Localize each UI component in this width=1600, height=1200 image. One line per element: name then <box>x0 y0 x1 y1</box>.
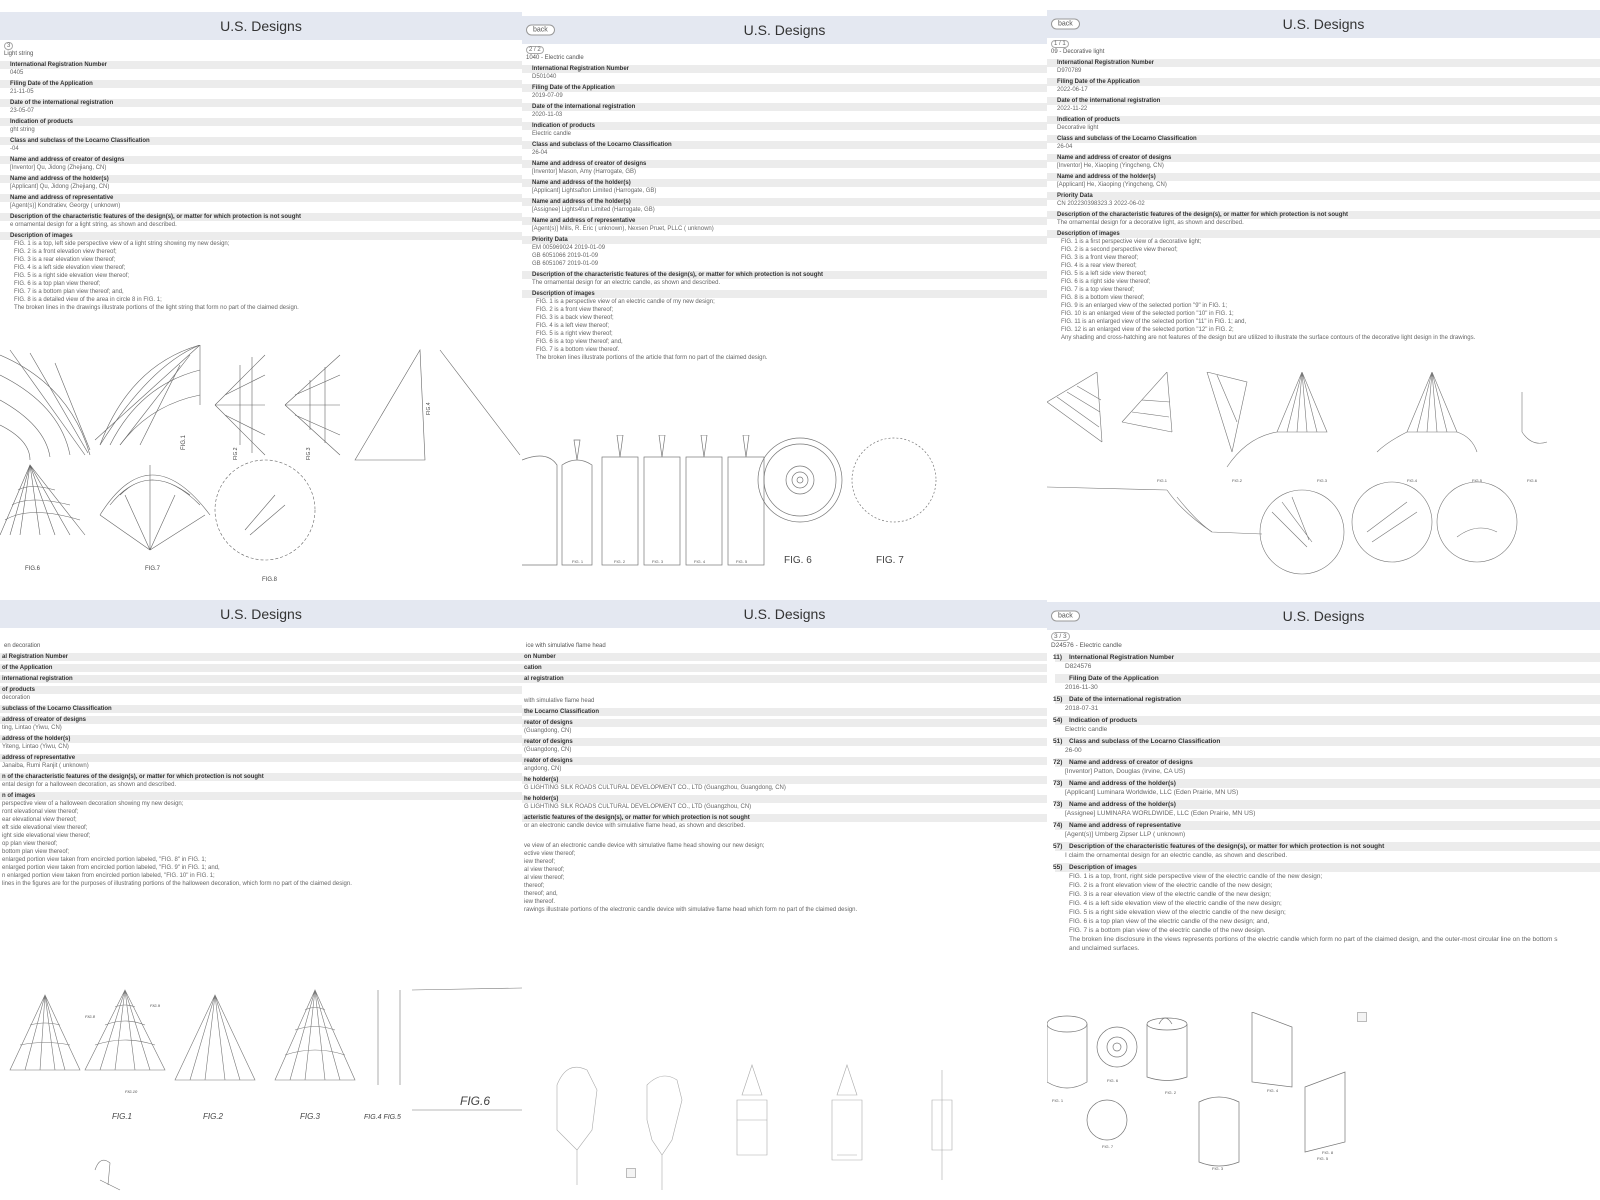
field-value: 2022-11-22 <box>1057 106 1088 112</box>
field-label: address of the holder(s) <box>0 735 522 743</box>
field-label: international registration <box>0 675 522 683</box>
field-value: 26-04 <box>532 150 548 156</box>
description-line: enlarged portion view taken from encircled portion labeled, "FIG. 9" in FIG. 1; and, <box>2 865 220 871</box>
description-line: FIG. 5 is a right side elevation view of the electric candle of the new design; <box>1069 909 1286 916</box>
field-value: I claim the ornamental design for an electric candle, as shown and described. <box>1065 852 1288 859</box>
field-value: 2018-07-31 <box>1065 705 1099 712</box>
field-value: D824576 <box>1065 663 1092 670</box>
field-value: D501040 <box>532 74 557 80</box>
field-list <box>522 65 1047 362</box>
field-label <box>1055 821 1600 830</box>
field-value: G LIGHTING SILK ROADS CULTURAL DEVELOPMENT CO., LTD (Guangzhou, Guangdong, CN) <box>524 785 786 791</box>
design-drawings <box>522 1060 1047 1200</box>
field-label-text: Class and subclass of the Locarno Classification <box>1069 738 1221 745</box>
broken-image-icon <box>1357 1012 1367 1022</box>
field-list <box>0 653 522 888</box>
field-label: address of representative <box>0 754 522 762</box>
fig-label: FIG. 7 <box>1102 1144 1114 1149</box>
field-value: Yiteng, Lintao (Yiwu, CN) <box>2 744 69 750</box>
description-line: FIG. 4 is a left side elevation view thereof; <box>14 265 126 271</box>
description-line: FIG. 7 is a top view thereof; <box>1061 287 1135 293</box>
record-details <box>522 642 1047 914</box>
field-label: he holder(s) <box>522 795 1047 803</box>
fig-label: FIG.2 <box>203 1112 224 1121</box>
description-line: op plan view thereof; <box>2 841 58 847</box>
field-label: International Registration Number <box>0 61 522 69</box>
field-label: Filing Date of the Application <box>522 84 1047 92</box>
field-value: ental design for a halloween decoration, as shown and described. <box>2 782 177 788</box>
field-code: 72) <box>1053 759 1063 766</box>
fig-label: FIG. 1 <box>1052 1098 1064 1103</box>
field-value: [Inventor] He, Xiaoping (Yingcheng, CN) <box>1057 163 1164 169</box>
fig-label: FIG. 2 <box>614 559 626 564</box>
field-list <box>1047 653 1600 953</box>
record-details <box>0 642 522 888</box>
field-value: e ornamental design for a light string, as shown and described. <box>10 222 177 228</box>
record-subtitle: D24576 - Electric candle <box>1051 642 1122 649</box>
field-value: Janaiba, Rumi Ranjit ( unknown) <box>2 763 89 769</box>
design-drawings <box>522 435 1047 600</box>
field-label: Name and address of creator of designs <box>1047 154 1600 162</box>
fig-label: FIG. 1 <box>572 559 584 564</box>
fig-label: FIG.9 <box>150 1003 161 1008</box>
record-subtitle: Light string <box>4 51 34 57</box>
panel-header <box>0 600 522 628</box>
field-value: [Applicant] He, Xiaoping (Yingcheng, CN) <box>1057 182 1167 188</box>
field-value: [Agent(s)] Umberg Zipser LLP ( unknown) <box>1065 831 1186 838</box>
field-value: Electric candle <box>1065 726 1108 733</box>
field-value: Electric candle <box>532 131 572 137</box>
description-line: The broken lines in the drawings illustrate portions of the light string that form no part of the claimed design. <box>14 305 299 311</box>
pager-count[interactable]: 3 / 3 <box>1051 632 1070 641</box>
field-label: International Registration Number <box>1047 59 1600 67</box>
field-value: 26-00 <box>1065 747 1082 754</box>
field-value: Decorative light <box>1057 125 1099 131</box>
field-label: Priority Data <box>1047 192 1600 200</box>
field-value: decoration <box>2 695 31 701</box>
fig-label: FIG.3 <box>306 447 312 460</box>
field-value: [Applicant] Qu, Jidong (Zhejiang, CN) <box>10 184 110 190</box>
field-label-text: Name and address of creator of designs <box>1069 759 1193 766</box>
record-details <box>522 46 1047 362</box>
description-line: FIG. 9 is an enlarged view of the selected portion "9" in FIG. 1; <box>1061 303 1228 309</box>
header-title: U.S. Designs <box>743 22 826 38</box>
field-label <box>1055 716 1600 725</box>
field-label: Indication of products <box>522 122 1047 130</box>
description-line: FIG. 1 is a first perspective view of a decorative light; <box>1061 239 1202 245</box>
field-label <box>1055 842 1600 851</box>
description-line: perspective view of a halloween decoration showing my new design; <box>2 801 184 807</box>
field-label <box>1055 653 1600 662</box>
field-code: 55) <box>1053 864 1063 871</box>
fig-label: FIG. 6 <box>784 555 812 566</box>
field-label: Indication of products <box>0 118 522 126</box>
header-title: U.S. Designs <box>220 18 302 34</box>
description-line: FIG. 11 is an enlarged view of the selected portion "11" in FIG. 1; and, <box>1061 319 1247 325</box>
fig-label: FIG. 2 <box>1165 1090 1177 1095</box>
field-value: 26-04 <box>1057 144 1073 150</box>
field-value: -04 <box>10 146 19 152</box>
description-line: FIG. 2 is a second perspective view thereof; <box>1061 247 1178 253</box>
description-line: thereof; <box>524 883 545 889</box>
description-line: FIG. 1 is a perspective view of an electric candle of my new design; <box>536 299 715 305</box>
field-label-text: Name and address of the holder(s) <box>1069 780 1176 787</box>
description-line: FIG. 4 is a rear view thereof; <box>1061 263 1137 269</box>
fig-label: FIG.3 <box>300 1112 321 1121</box>
field-value: 2020-11-03 <box>532 112 563 118</box>
description-line: FIG. 3 is a back view thereof; <box>536 315 614 321</box>
field-label: he holder(s) <box>522 776 1047 784</box>
panel-header <box>522 16 1047 44</box>
description-line: n enlarged portion view taken from encircled portion labeled, "FIG. 10" in FIG. 1; <box>2 873 215 879</box>
field-code: 54) <box>1053 717 1063 724</box>
field-code: 73) <box>1053 780 1063 787</box>
field-value: D970789 <box>1057 68 1082 74</box>
pager-count[interactable]: 2 / 2 <box>526 46 544 54</box>
field-label: Description of the characteristic features of the design(s), or matter for which protection is not sought <box>1047 211 1600 219</box>
field-value: [Agent(s)] Mills, R. Eric ( unknown), Nexsen Pruet, PLLC ( unknown) <box>532 226 714 232</box>
field-value: EM 005969024 2019-01-09 <box>532 245 606 251</box>
fig-label: FIG.4 FIG.5 <box>364 1114 401 1121</box>
field-value: 2019-07-09 <box>532 93 563 99</box>
field-value: 21-11-05 <box>10 89 34 95</box>
field-value: GB 6051067 2019-01-09 <box>532 261 599 267</box>
header-title: U.S. Designs <box>1282 608 1365 624</box>
fig-label: FIG. 6 <box>1107 1078 1119 1083</box>
back-button[interactable]: back <box>1051 611 1080 622</box>
field-label: on Number <box>522 653 1047 661</box>
record-details <box>1047 632 1600 953</box>
design-panel-decorative-light <box>1047 0 1600 600</box>
description-line: iew thereof. <box>524 899 556 905</box>
design-panel-electronic-candle-flame <box>522 600 1047 1200</box>
description-line: al view thereof; <box>524 867 565 873</box>
record-subtitle: ice with simulative flame head <box>526 643 606 649</box>
fig-label: FIG.6 <box>1527 478 1538 483</box>
field-label: Name and address of the holder(s) <box>1047 173 1600 181</box>
field-label: Class and subclass of the Locarno Classification <box>1047 135 1600 143</box>
field-value: G LIGHTING SILK ROADS CULTURAL DEVELOPMENT CO., LTD (Guangzhou, CN) <box>524 804 752 810</box>
field-label: of the Application <box>0 664 522 672</box>
field-value: 23-05-07 <box>10 108 35 114</box>
field-code: 11) <box>1053 654 1063 661</box>
fig-label: FIG. 7 <box>876 555 904 566</box>
field-value: angdong, CN) <box>524 766 562 772</box>
description-line: The broken lines illustrate portions of the article that form no part of the claimed design. <box>536 355 768 361</box>
description-line: eft side elevational view thereof; <box>2 825 88 831</box>
field-label: n of the characteristic features of the design(s), or matter for which protection is not sought <box>0 773 522 781</box>
description-line: FIG. 8 is a detailed view of the area in circle 8 in FIG. 1; <box>14 297 162 303</box>
design-panel-light-string <box>0 0 522 600</box>
fig-label: FIG.2 <box>1232 478 1243 483</box>
panel-header <box>1047 10 1600 38</box>
field-label: Filing Date of the Application <box>0 80 522 88</box>
field-value: with simulative flame head <box>524 698 595 704</box>
field-label-text: Filing Date of the Application <box>1069 675 1159 682</box>
panel-header <box>0 12 522 40</box>
field-label: Name and address of the holder(s) <box>522 198 1047 206</box>
description-line: ront elevational view thereof; <box>2 809 79 815</box>
fig-label: FIG.2 <box>233 447 239 460</box>
field-value: (Guangdong, CN) <box>524 728 572 734</box>
description-line: FIG. 3 is a rear elevation view thereof; <box>14 257 116 263</box>
field-label <box>1055 800 1600 809</box>
description-label <box>1055 863 1600 872</box>
description-line: bottom plan view thereof; <box>2 849 70 855</box>
design-drawings <box>1047 372 1600 600</box>
description-line: FIG. 2 is a front elevation view thereof; <box>14 249 117 255</box>
description-line: FIG. 6 is a top plan view thereof; <box>14 281 101 287</box>
description-line: al view thereof; <box>524 875 565 881</box>
description-line: FIG. 6 is a top view thereof; and, <box>536 339 623 345</box>
record-details <box>1047 40 1600 342</box>
field-label <box>1055 674 1600 683</box>
description-line: The broken line disclosure in the views represents portions of the electric candle which form no part of the claimed design, and the outer-most circular line on the bottom s <box>1069 936 1558 943</box>
design-panel-electric-candle <box>522 0 1047 600</box>
field-code: 15) <box>1053 696 1063 703</box>
field-value: ting, Lintao (Yiwu, CN) <box>2 725 62 731</box>
field-label: acteristic features of the design(s), or matter for which protection is not sought <box>522 814 1047 822</box>
field-label <box>1055 779 1600 788</box>
field-label: Description of the characteristic features of the design(s), or matter for which protection is not sought <box>0 213 522 221</box>
description-label: Description of images <box>0 232 522 240</box>
field-label: Filing Date of the Application <box>1047 78 1600 86</box>
field-label: reator of designs <box>522 719 1047 727</box>
field-value: The ornamental design for a decorative light, as shown and described. <box>1057 220 1244 226</box>
description-label-text: Description of images <box>1069 864 1137 871</box>
back-button[interactable]: back <box>1051 19 1080 30</box>
field-label <box>1055 695 1600 704</box>
description-line: and unclaimed surfaces. <box>1069 945 1140 952</box>
fig-label: FIG.1 <box>112 1112 133 1121</box>
field-label: Date of the international registration <box>522 103 1047 111</box>
description-line: FIG. 7 is a bottom plan view thereof; and, <box>14 289 124 295</box>
field-value: 2016-11-30 <box>1065 684 1098 691</box>
field-value: [Applicant] Lightsafton Limited (Harrogate, GB) <box>532 188 657 194</box>
description-line: FIG. 2 is a front elevation view of the electric candle of the new design; <box>1069 882 1273 889</box>
design-drawings <box>0 985 522 1200</box>
field-value: 0405 <box>10 70 24 76</box>
field-value: [Applicant] Luminara Worldwide, LLC (Eden Prairie, MN US) <box>1065 789 1239 796</box>
field-label <box>1055 737 1600 746</box>
field-label: Name and address of representative <box>522 217 1047 225</box>
field-label: Name and address of creator of designs <box>522 160 1047 168</box>
pager[interactable] <box>1047 40 1600 48</box>
back-button[interactable]: back <box>526 25 555 36</box>
fig-label: FIG. 3 <box>1212 1166 1224 1171</box>
fig-label: FIG. 5 <box>736 559 748 564</box>
fig-label: FIG.1 <box>1157 478 1168 483</box>
description-line: FIG. 10 is an enlarged view of the selected portion "10" in FIG. 1; <box>1061 311 1234 317</box>
field-label: Class and subclass of the Locarno Classification <box>522 141 1047 149</box>
description-line: ective view thereof; <box>524 851 576 857</box>
field-code: 74) <box>1053 822 1063 829</box>
field-label: Name and address of creator of designs <box>0 156 522 164</box>
description-line: FIG. 7 is a bottom view thereof. <box>536 347 620 353</box>
field-label: Class and subclass of the Locarno Classification <box>0 137 522 145</box>
pager[interactable] <box>1047 632 1600 641</box>
pager[interactable] <box>522 46 1047 54</box>
field-value: [Agent(s)] Kondratiev, Georgy ( unknown) <box>10 203 121 209</box>
pager-count[interactable]: 3 <box>4 42 13 50</box>
field-value: or an electronic candle device with simulative flame head, as shown and described. <box>524 823 746 829</box>
field-label-text: International Registration Number <box>1069 654 1175 661</box>
field-value: [Assignee] Lights4fun Limited (Harrogate, GB) <box>532 207 655 213</box>
field-value: 2022-06-17 <box>1057 87 1088 93</box>
record-subtitle: 1040 - Electric candle <box>526 55 584 61</box>
field-label-text: Name and address of the holder(s) <box>1069 801 1176 808</box>
field-label: al registration <box>522 675 1047 683</box>
description-line: ve view of an electronic candle device with simulative flame head showing our new design; <box>524 843 765 849</box>
fig-label: FIG. 8 <box>1322 1150 1334 1155</box>
field-label: Date of the international registration <box>0 99 522 107</box>
fig-label: FIG.7 <box>145 566 161 572</box>
description-line: thereof; and, <box>524 891 558 897</box>
field-label: reator of designs <box>522 738 1047 746</box>
fig-label: FIG. 3 <box>652 559 664 564</box>
fig-label: FIG. 4 <box>694 559 706 564</box>
panel-header <box>522 600 1047 628</box>
design-drawings <box>1047 1012 1600 1200</box>
broken-image-icon <box>626 1168 636 1178</box>
field-value: [Inventor] Mason, Amy (Harrogate, GB) <box>532 169 637 175</box>
description-line: FIG. 5 is a right view thereof; <box>536 331 613 337</box>
record-subtitle: 09 - Decorative light <box>1051 49 1105 55</box>
fig-label: FIG.4 <box>1407 478 1418 483</box>
field-list <box>522 653 1047 914</box>
field-value: [Inventor] Qu, Jidong (Zhejiang, CN) <box>10 165 107 171</box>
description-label: Description of images <box>522 290 1047 298</box>
fig-label: FIG.6 <box>460 1094 491 1108</box>
field-label: reator of designs <box>522 757 1047 765</box>
fig-label: FIG.8 <box>85 1014 96 1019</box>
fig-label: FIG.3 <box>1317 478 1328 483</box>
description-line: FIG. 3 is a rear elevation view of the electric candle of the new design; <box>1069 891 1271 898</box>
field-value: CN 202230398323.3 2022-06-02 <box>1057 201 1145 207</box>
description-label: n of images <box>0 792 522 800</box>
field-value: [Inventor] Patton, Douglas (Irvine, CA US) <box>1065 768 1186 775</box>
panel-header <box>1047 602 1600 630</box>
fig-label: FIG. 4 <box>1267 1088 1279 1093</box>
field-value: (Guangdong, CN) <box>524 747 572 753</box>
pager[interactable] <box>0 42 522 50</box>
record-details <box>0 42 522 312</box>
field-code: 51) <box>1053 738 1063 745</box>
fig-label: FIG. 5 <box>1317 1156 1329 1161</box>
description-line: FIG. 2 is a front view thereof; <box>536 307 614 313</box>
field-value: [Assignee] LUMINARA WORLDWIDE, LLC (Eden Prairie, MN US) <box>1065 810 1256 817</box>
field-label: of products <box>0 686 522 694</box>
description-line: FIG. 12 is an enlarged view of the selected portion "12" in FIG. 2; <box>1061 327 1234 333</box>
pager-count[interactable]: 1 / 1 <box>1051 40 1069 48</box>
field-label: Name and address of representative <box>0 194 522 202</box>
fig-label: FIG.1 <box>181 434 187 450</box>
field-label: Name and address of the holder(s) <box>522 179 1047 187</box>
field-label: the Locarno Classification <box>522 708 1047 716</box>
field-label: Description of the characteristic features of the design(s), or matter for which protection is not sought <box>522 271 1047 279</box>
description-line: Any shading and cross-hatching are not features of the design but are utilized to illustrate the surface contours of the decorative light design in the drawings. <box>1061 335 1476 341</box>
description-line: FIG. 4 is a left view thereof; <box>536 323 610 329</box>
description-line: ear elevational view thereof; <box>2 817 77 823</box>
description-line: FIG. 8 is a bottom view thereof; <box>1061 295 1145 301</box>
field-list <box>0 61 522 312</box>
field-label: address of creator of designs <box>0 716 522 724</box>
field-label-text: Description of the characteristic features of the design(s), or matter for which protection is not sought <box>1069 843 1385 850</box>
field-value: The ornamental design for an electric candle, as shown and described. <box>532 280 721 286</box>
field-label-text: Indication of products <box>1069 717 1138 724</box>
description-line: FIG. 5 is a right side elevation view thereof; <box>14 273 130 279</box>
record-subtitle: en decoration <box>4 643 41 649</box>
description-line: FIG. 3 is a front view thereof; <box>1061 255 1139 261</box>
description-line: FIG. 5 is a left side view thereof; <box>1061 271 1147 277</box>
description-line: iew thereof; <box>524 859 556 865</box>
field-value: GB 6051066 2019-01-09 <box>532 253 599 259</box>
field-label: International Registration Number <box>522 65 1047 73</box>
field-label-text: Name and address of representative <box>1069 822 1181 829</box>
fig-label: FIG.5 <box>1472 478 1483 483</box>
field-code: 73) <box>1053 801 1063 808</box>
design-drawings <box>0 345 522 600</box>
field-label: Priority Data <box>522 236 1047 244</box>
design-panel-halloween-decoration <box>0 600 522 1200</box>
description-line: FIG. 7 is a bottom plan view of the electric candle of the new design. <box>1069 927 1266 934</box>
description-line: FIG. 4 is a left side elevation view of the electric candle of the new design; <box>1069 900 1282 907</box>
field-code: 57) <box>1053 843 1063 850</box>
description-line: FIG. 6 is a right side view thereof; <box>1061 279 1151 285</box>
field-label: al Registration Number <box>0 653 522 661</box>
fig-label: FIG.6 <box>25 566 41 572</box>
field-value: ght string <box>10 127 35 133</box>
description-line: FIG. 6 is a top plan view of the electric candle of the new design; and, <box>1069 918 1270 925</box>
fig-label: FIG.8 <box>262 577 278 583</box>
fig-label: FIG.10 <box>125 1089 138 1094</box>
description-line: FIG. 1 is a top, front, right side perspective view of the electric candle of the new design; <box>1069 873 1323 880</box>
field-label: Name and address of the holder(s) <box>0 175 522 183</box>
header-title: U.S. Designs <box>1282 16 1365 32</box>
description-line: ight side elevational view thereof; <box>2 833 91 839</box>
design-panel-electric-candle-luminara <box>1047 600 1600 1200</box>
header-title: U.S. Designs <box>220 606 302 622</box>
field-label: subclass of the Locarno Classification <box>0 705 522 713</box>
field-label-text: Date of the international registration <box>1069 696 1181 703</box>
description-line: FIG. 1 is a top, left side perspective view of a light string showing my new design; <box>14 241 230 247</box>
field-label: Date of the international registration <box>1047 97 1600 105</box>
field-label: cation <box>522 664 1047 672</box>
field-label: Indication of products <box>1047 116 1600 124</box>
description-line: lines in the figures are for the purposes of illustrating portions of the halloween decoration, which form no part of the claimed design. <box>2 881 352 887</box>
field-list <box>1047 59 1600 342</box>
description-line: enlarged portion view taken from encircled portion labeled, "FIG. 8" in FIG. 1; <box>2 857 207 863</box>
description-label: Description of images <box>1047 230 1600 238</box>
fig-label: FIG.4 <box>426 402 432 415</box>
header-title: U.S. Designs <box>743 606 826 622</box>
field-label <box>1055 758 1600 767</box>
description-line: rawings illustrate portions of the electronic candle device with simulative flame head which form no part of the claimed design. <box>524 907 858 913</box>
